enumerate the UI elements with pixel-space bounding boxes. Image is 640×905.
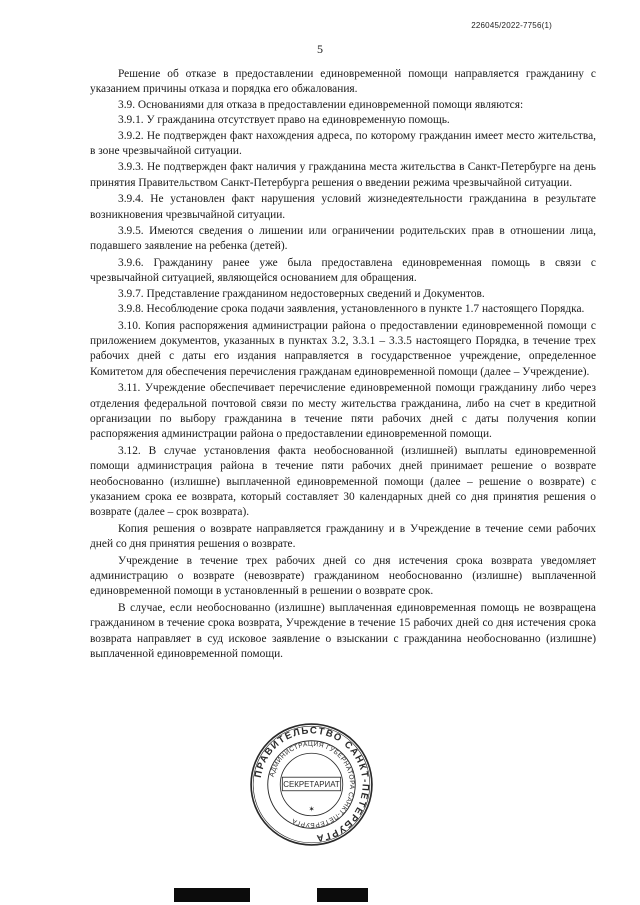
paragraph: 3.9.4. Не установлен факт нарушения условий жизнедеятельности гражданина в результате возникновения чрезвычайной ситуации.	[90, 193, 596, 221]
paragraph: 3.9. Основаниями для отказа в предоставлении единовременной помощи являются:	[118, 98, 524, 111]
official-stamp	[249, 722, 374, 847]
paragraph: Копия решения о возврате направляется гражданину и в Учреждение в течение семи рабочих дней со дня принятия решения о возврате.	[90, 522, 596, 551]
paragraph: 3.9.3. Не подтвержден факт наличия у гражданина места жительства в Санкт-Петербурге на день принятия Правительством Санкт-Петербурга решения о введении режима чрезвычайной ситуации.	[90, 161, 596, 189]
paragraph: Решение об отказе в предоставлении единовременной помощи направляется гражданину с указанием причины отказа и порядка его обжалования.	[90, 68, 596, 96]
stamp-center-text: СЕКРЕТАРИАТ	[283, 780, 340, 790]
paragraph: 3.9.1. У гражданина отсутствует право на единовременную помощь.	[118, 114, 450, 127]
page-number: 5	[317, 42, 323, 56]
paragraph: 3.9.7. Представление гражданином недостоверных сведений и Документов.	[118, 287, 485, 300]
paragraph: 3.9.8. Несоблюдение срока подачи заявления, установленного в пункте 1.7 настоящего Порядка.	[118, 303, 585, 316]
paragraph: 3.9.6. Гражданину ранее уже была предоставлена единовременная помощь в связи с чрезвычайной ситуацией, являющейся основанием для обращения.	[90, 256, 596, 285]
paragraph: Учреждение в течение трех рабочих дней со дня истечения срока возврата уведомляет администрацию о возврате (невозврате) гражданином необоснованно (излишне) выплаченной единовременной помощи в установленный в решении о возврате срок.	[90, 554, 596, 598]
star-icon: ✶	[308, 805, 315, 814]
paragraph: 3.9.5. Имеются сведения о лишении или ограничении родительских прав в отношении лица, подавшего заявление на ребенка (детей).	[90, 225, 596, 253]
document-body	[90, 67, 596, 662]
stamp-outer-text: ПРАВИТЕЛЬСТВО САНКТ-ПЕТЕРБУРГА	[252, 725, 371, 844]
paragraph: 3.10. Копия распоряжения администрации района о предоставлении единовременной помощи с приложением документов, указанных в пунктах 3.2, 3.3.1 – 3.3.5 настоящего Порядка, в течение трех рабочих дней с даты его издания направляется в государственное учреждение, определенное Комитетом для обеспечения перечисления гражданам единовременной помощи (далее – Учреждение).	[90, 319, 596, 378]
redaction-bar	[174, 888, 250, 902]
stamp-inner-text: АДМИНИСТРАЦИЯ ГУБЕРНАТОРА САНКТ-ПЕТЕРБУРГА	[268, 740, 356, 829]
redaction-bar	[317, 888, 368, 902]
paragraph: 3.11. Учреждение обеспечивает перечисление единовременной помощи гражданину либо через отделения федеральной почтовой связи по месту жительства гражданина, либо на счет в кредитной организации по выбору гражданина в течение пяти рабочих дней с даты получения копии распоряжения администрации района о предоставлении единовременной помощи.	[90, 382, 596, 441]
paragraph: 3.9.2. Не подтвержден факт нахождения адреса, по которому гражданин имеет место жительства, в зоне чрезвычайной ситуации.	[90, 129, 596, 158]
paragraph: 3.12. В случае установления факта необоснованной (излишней) выплаты единовременной помощи администрация района в течение пяти рабочих дней принимает решение о возврате необоснованно (излишне) выплаченной единовременной помощи (далее – решение о возврате) с указанием срока ее возврата, который составляет 30 календарных дней со дня принятия решения о возврате (далее – срок возврата).	[90, 444, 596, 519]
document-id: 226045/2022-7756(1)	[471, 21, 552, 30]
paragraph: В случае, если необоснованно (излишне) выплаченная единовременная помощь не возвращена гражданином в течение срока возврата, Учреждение в течение 15 рабочих дней со дня истечения срока возврата направляет в суд исковое заявление о взыскании с гражданина необоснованно (излишне) выплаченной единовременной помощи.	[90, 601, 596, 661]
